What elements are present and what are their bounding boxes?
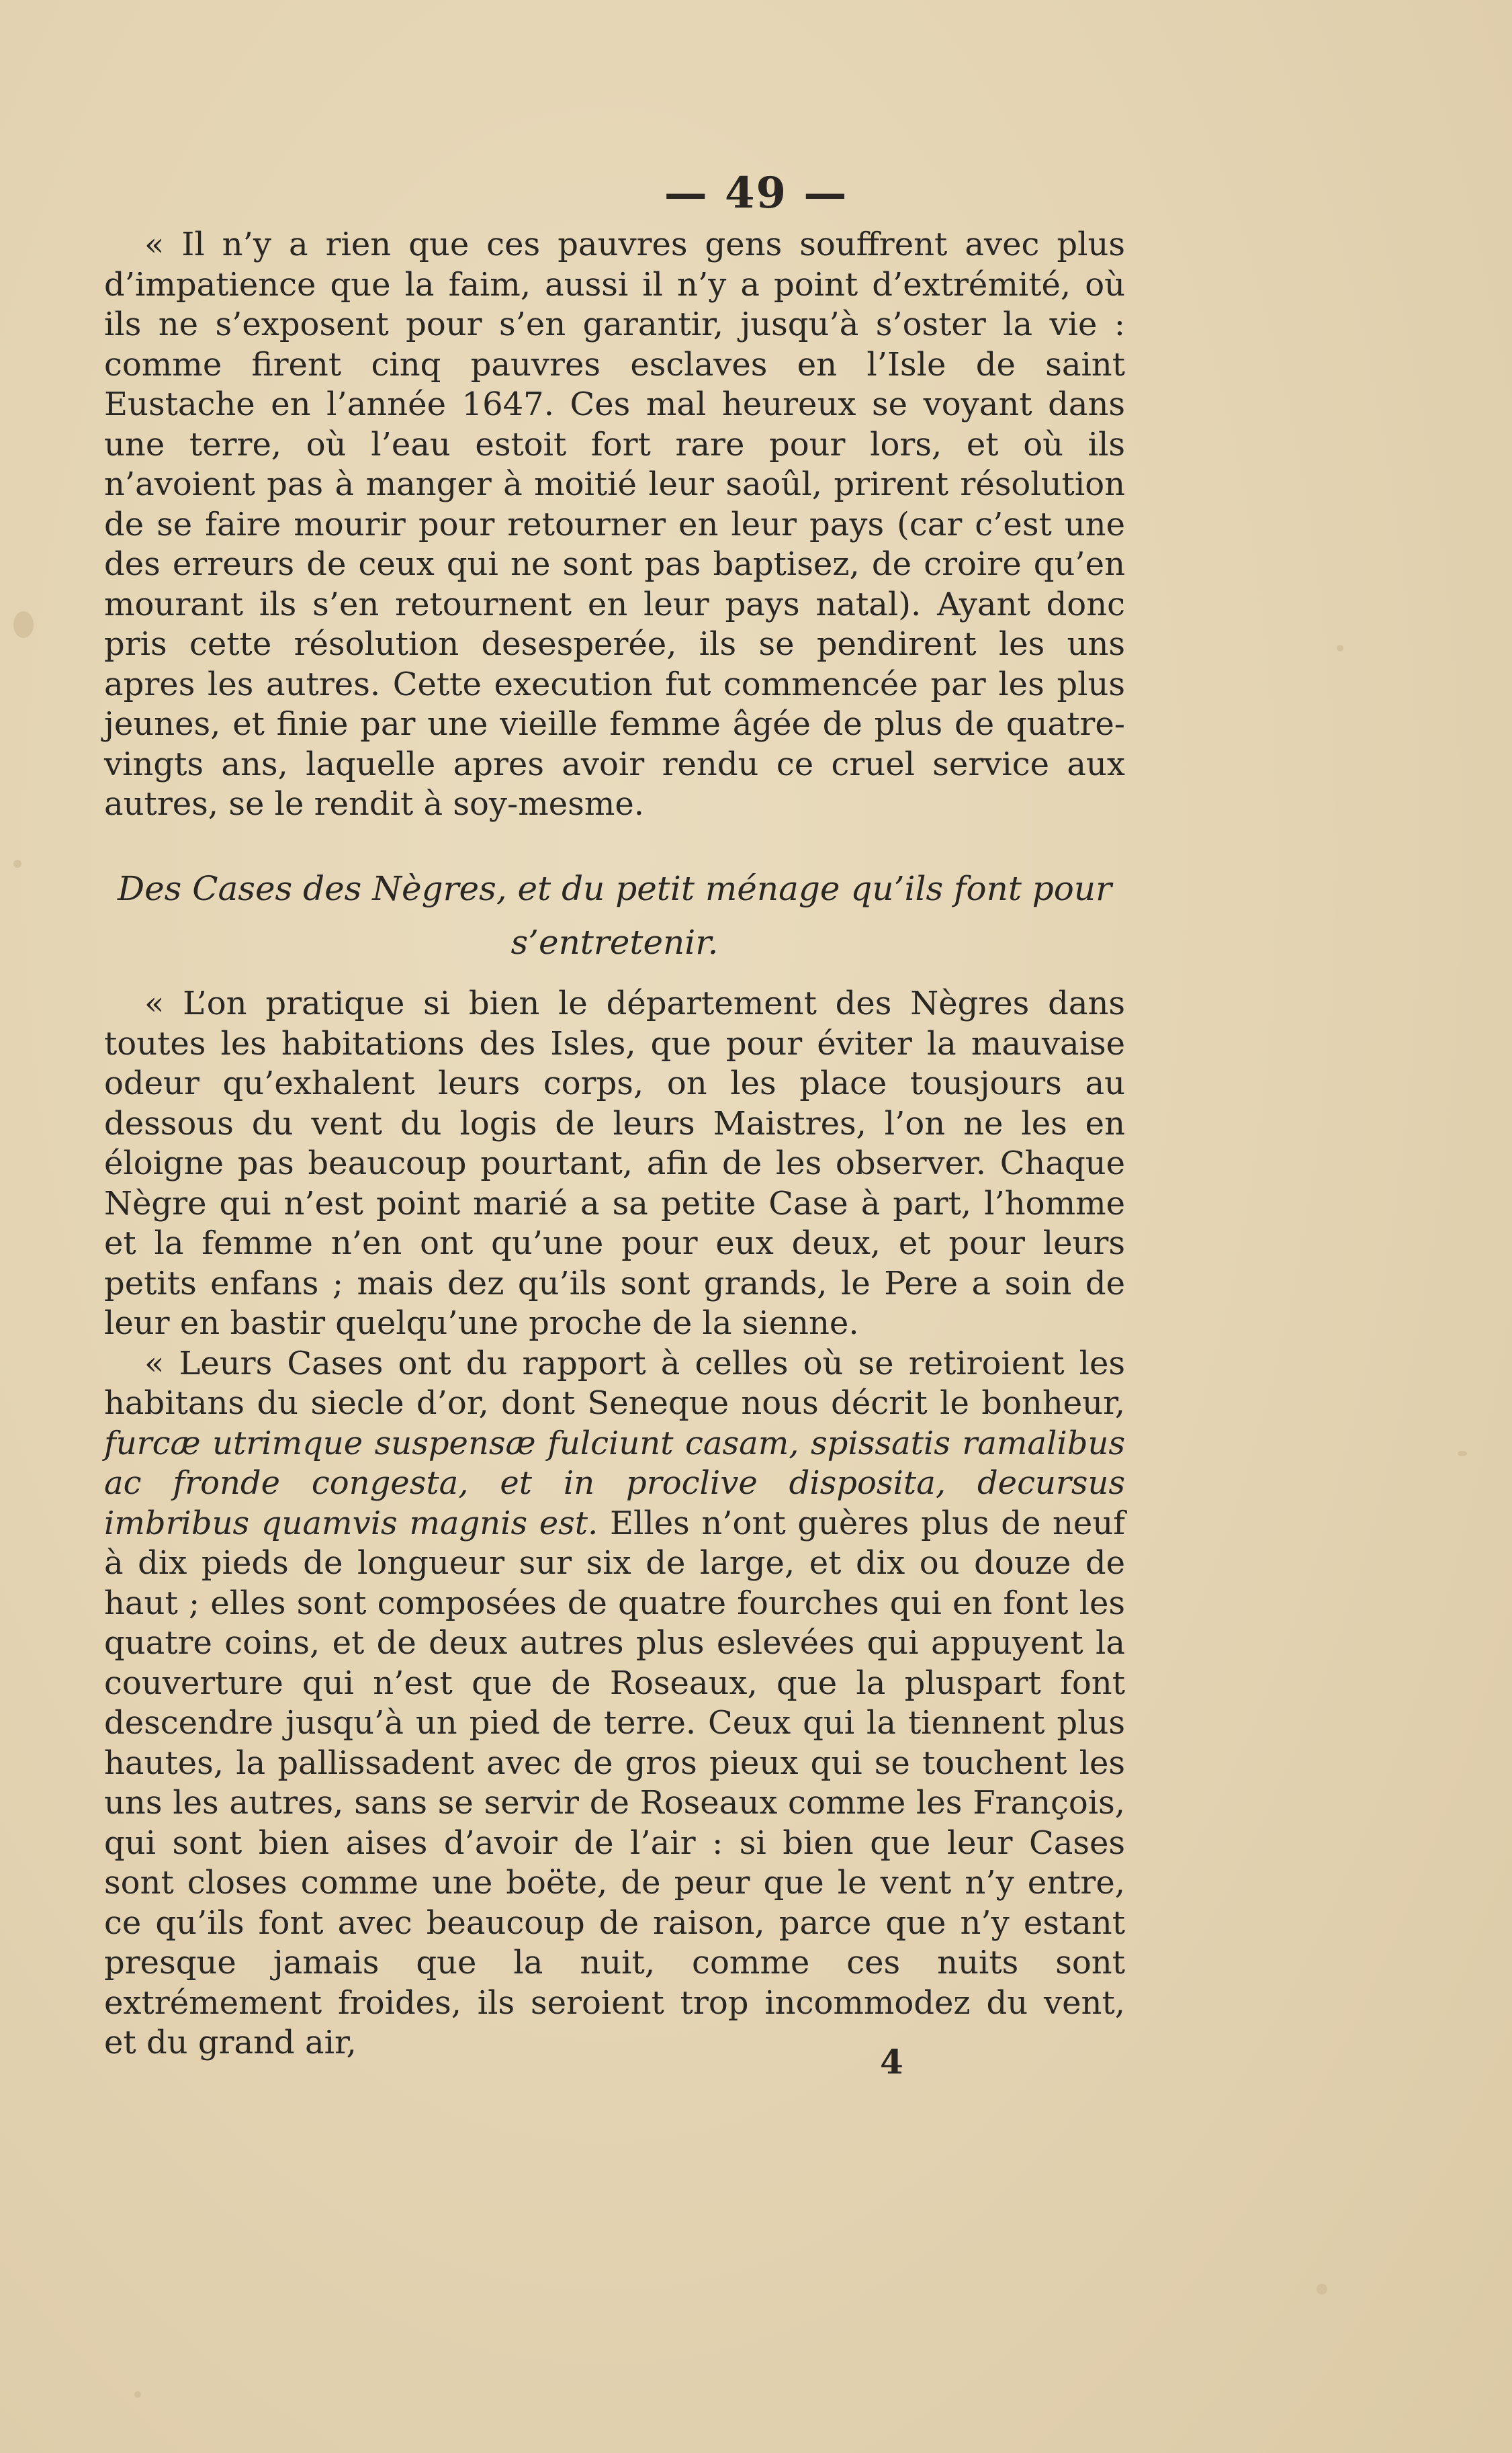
section-heading: Des Cases des Nègres, et du petit ménage qu’ils font pour s’entretenir. <box>117 869 1112 962</box>
paper-spot <box>13 860 21 868</box>
paragraph-cases-description <box>104 1344 1125 2063</box>
paragraph-cases-placement: « L’on pratique si bien le département des Nègres dans toutes les habitations des Isles, que pour éviter la mauvaise odeur qu’exhalent leurs corps, on les place tousjours au dessous du vent du logis de leurs Maistres, l’on ne les en éloigne pas beaucoup pourtant, afin de les observer. Chaque Nègre qui n’est point marié a sa petite Case à part, l’homme et la femme n’en ont qu’une pour eux deux, et pour leurs petits enfans ; mais dez qu’ils sont grands, le Pere a soin de leur en bastir quelqu’une proche de la sienne. <box>104 985 1125 1342</box>
paper-spot <box>13 611 34 638</box>
paragraph-3-intro: « Leurs Cases ont du rapport à celles où se retiroient les habitans du siecle d’or, dont Seneque nous décrit le bonheur, <box>104 1344 1125 1422</box>
paragraph-suicide-account: « Il n’y a rien que ces pauvres gens souffrent avec plus d’impatience que la faim, aussi il n’y a point d’extrémité, où ils ne s’exposent pour s’en garantir, jusqu’à s’oster la vie : comme firent cinq pauvres esclaves en l’Isle de saint Eustache en l’année 1647. Ces mal heureux se voyant dans une terre, où l’eau estoit fort rare pour lors, et où ils n’avoient pas à manger à moitié leur saoûl, prirent résolution de se faire mourir pour retourner en leur pays (car c’est une des erreurs de ceux qui ne sont pas baptisez, de croire qu’en mourant ils s’en retournent en leur pays natal). Ayant donc pris cette résolution desesperée, ils se pendirent les uns apres les autres. Cette execution fut commencée par les plus jeunes, et finie par une vieille femme âgée de plus de quatre-vingts ans, laquelle apres avoir rendu ce cruel service aux autres, se le rendit à soy-mesme. <box>104 226 1125 823</box>
paper-spot <box>1337 645 1343 652</box>
paper-spot <box>1317 2284 1327 2294</box>
paper-spot <box>1458 1451 1467 1456</box>
signature-mark: 4 <box>880 2042 903 2082</box>
paper-spot <box>134 2391 141 2398</box>
page-number: — 49 — <box>664 168 848 218</box>
body-text-bottom <box>104 984 1125 2063</box>
seneca-latin-quote: furcæ utrimque suspensæ fulciunt casam, spissatis ramalibus ac fronde congesta, et in proclive disposita, decursus imbribus quamvis magnis est. <box>104 1424 1125 1542</box>
paragraph-3-rest: Elles n’ont guères plus de neuf à dix pieds de longueur sur six de large, et dix ou douze de haut ; elles sont composées de quatre fourches qui en font les quatre coins, et de deux autres plus eslevées qui appuyent la couverture qui n’est que de Roseaux, que la pluspart font descendre jusqu’à un pied de terre. Ceux qui la tiennent plus hautes, la pallissadent avec de gros pieux qui se touchent les uns les autres, sans se servir de Roseaux comme les François, qui sont bien aises d’avoir de l’air : si bien que leur Cases sont closes comme une boëte, de peur que le vent n’y entre, ce qu’ils font avec beaucoup de raison, parce que n’y estant presque jamais que la nuit, comme ces nuits sont extrémement froides, ils seroient trop incommodez du vent, et du grand air, <box>104 1504 1125 2061</box>
body-text-top <box>104 225 1125 825</box>
